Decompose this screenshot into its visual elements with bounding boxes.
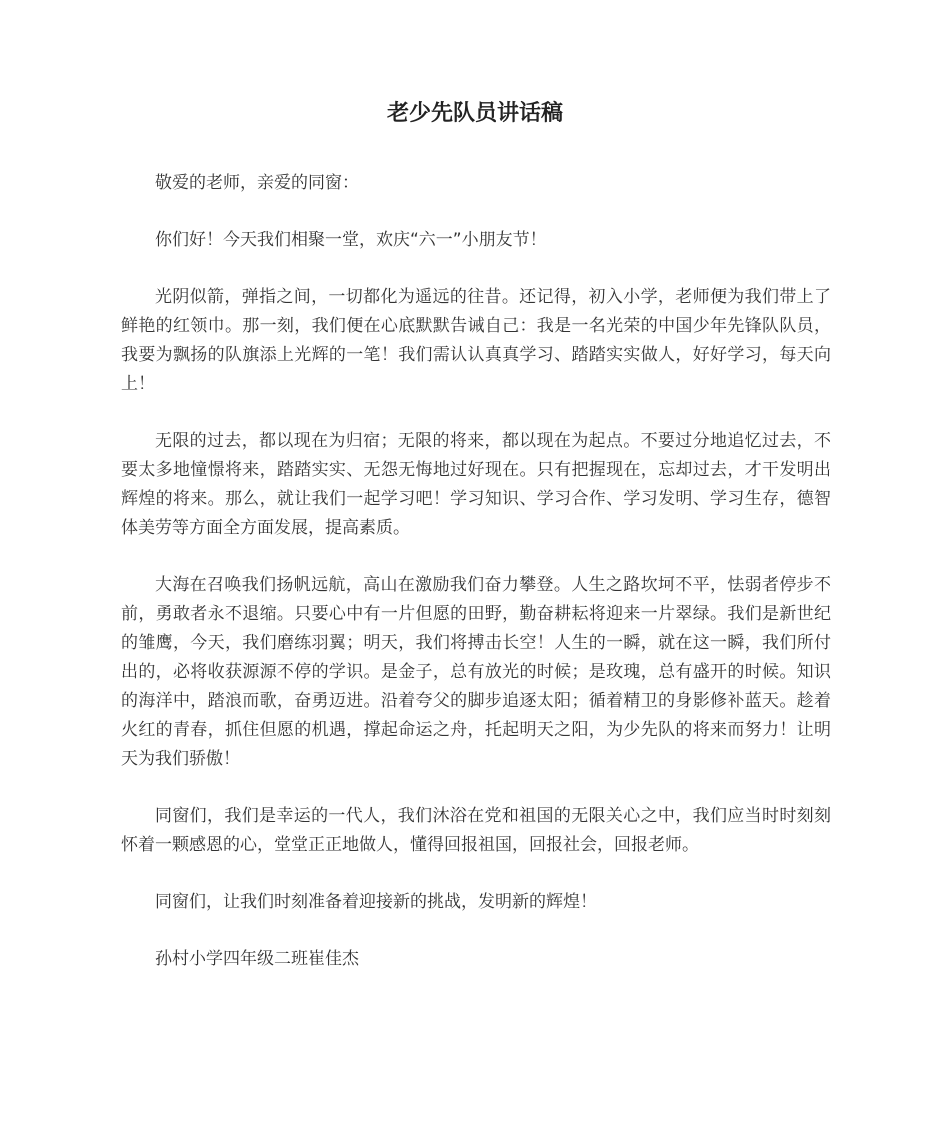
paragraph-closing: 同窗们，让我们时刻准备着迎接新的挑战，发明新的辉煌！ xyxy=(155,892,597,912)
signature: 孙村小学四年级二班崔佳杰 xyxy=(155,949,359,969)
paragraph-present: 无限的过去，都以现在为归宿；无限的将来，都以现在为起点。不要过分地追忆过去，不要太多地憧憬将来，踏踏实实、无怨无悔地过好现在。只有把握现在，忘却过去，才干发明出辉煌的将来。那么，就让我们一起学习吧！学习知识、学习合作、学习发明、学习生存，德智体美劳等方面全方面发展，提高素质。 xyxy=(121,431,831,538)
document-body xyxy=(121,169,831,974)
paragraph-opening: 你们好！今天我们相聚一堂，欢庆“六一”小朋友节！ xyxy=(155,230,547,250)
paragraph-aspiration: 大海在召唤我们扬帆远航，高山在激励我们奋力攀登。人生之路坎坷不平，怯弱者停步不前，勇敢者永不退缩。只要心中有一片但愿的田野，勤奋耕耘将迎来一片翠绿。我们是新世纪的雏鹰，今天，我们磨练羽翼；明天，我们将搏击长空！人生的一瞬，就在这一瞬，我们所付出的，必将收获源源不停的学识。是金子，总有放光的时候；是玫瑰，总有盛开的时候。知识的海洋中，踏浪而歌，奋勇迈进。沿着夸父的脚步追逐太阳；循着精卫的身影修补蓝天。趁着火红的青春，抓住但愿的机遇，撑起命运之舟，托起明天之阳，为少先队的将来而努力！让明天为我们骄傲！ xyxy=(121,575,831,769)
document-title: 老少先队员讲话稿 xyxy=(386,101,563,126)
paragraph-greeting: 敬爱的老师，亲爱的同窗： xyxy=(155,173,359,193)
paragraph-memories: 光阴似箭，弹指之间，一切都化为遥远的往昔。还记得，初入小学，老师便为我们带上了鲜艳的红领巾。那一刻，我们便在心底默默告诫自己：我是一名光荣的中国少年先锋队队员，我要为飘扬的队旗添上光辉的一笔！我们需认认真真学习、踏踏实实做人，好好学习，每天向上！ xyxy=(121,287,831,394)
paragraph-gratitude: 同窗们，我们是幸运的一代人，我们沐浴在党和祖国的无限关心之中，我们应当时时刻刻怀着一颗感恩的心，堂堂正正地做人，懂得回报祖国，回报社会，回报老师。 xyxy=(121,806,831,855)
